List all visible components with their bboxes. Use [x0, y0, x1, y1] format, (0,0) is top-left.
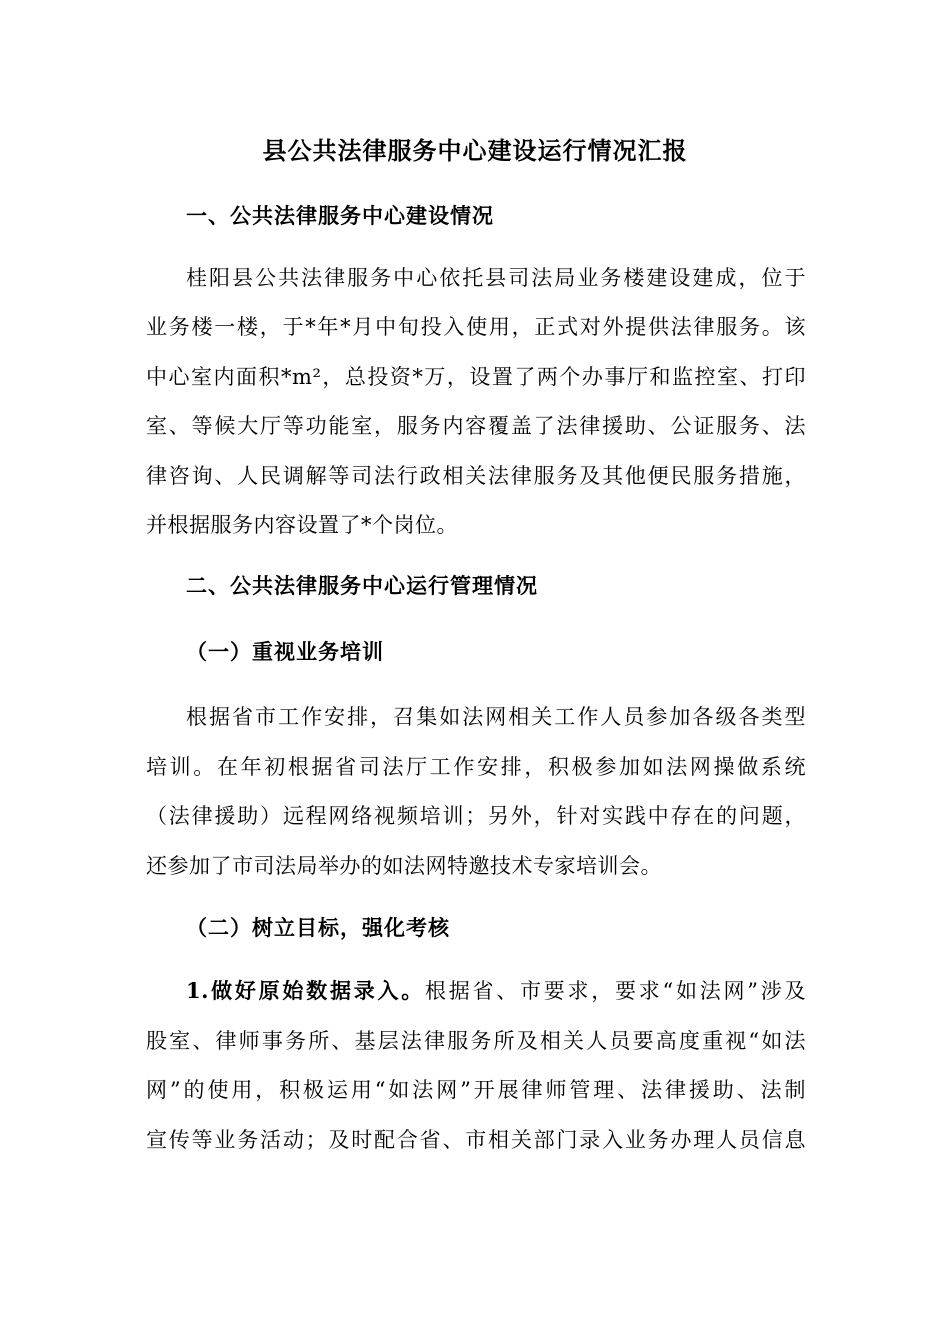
item-text: 根据省、市要求，要求“如法网”涉及 — [424, 979, 806, 1003]
paragraph-line: 律咨询、人民调解等司法行政相关法律服务及其他便民服务措施， — [146, 464, 806, 488]
paragraph-line: 中心室内面积*m²，总投资*万，设置了两个办事厅和监控室、打印 — [146, 365, 806, 389]
document-title: 县公共法律服务中心建设运行情况汇报 — [262, 136, 688, 165]
section-heading-2: 二、公共法律服务中心运行管理情况 — [186, 573, 538, 598]
paragraph-line: （法律援助）远程网络视频培训；另外，针对实践中存在的问题， — [146, 804, 806, 828]
paragraph-line: 培训。在年初根据省司法厅工作安排，积极参加如法网操做系统 — [146, 755, 806, 779]
subsection-heading-1: （一）重视业务培训 — [186, 639, 384, 664]
subsection-heading-2: （二）树立目标，强化考核 — [186, 915, 450, 940]
paragraph-line: 网”的使用，积极运用“如法网”开展律师管理、法律援助、法制 — [146, 1078, 806, 1102]
paragraph-line: 桂阳县公共法律服务中心依托县司法局业务楼建设建成，位于 — [186, 266, 806, 290]
paragraph-line: 宣传等业务活动；及时配合省、市相关部门录入业务办理人员信息 — [146, 1128, 806, 1152]
paragraph-line: 股室、律师事务所、基层法律服务所及相关人员要高度重视“如法 — [146, 1029, 806, 1053]
paragraph-line: 还参加了市司法局举办的如法网特邀技术专家培训会。 — [146, 854, 662, 878]
paragraph-line: 室、等候大厅等功能室，服务内容覆盖了法律援助、公证服务、法 — [146, 414, 806, 438]
paragraph-line: 业务楼一楼，于*年*月中旬投入使用，正式对外提供法律服务。该 — [146, 315, 806, 339]
item-lead: 1.做好原始数据录入。 — [186, 978, 425, 1003]
paragraph-line: 并根据服务内容设置了*个岗位。 — [146, 513, 458, 537]
paragraph-line — [186, 971, 806, 1011]
section-heading-1: 一、公共法律服务中心建设情况 — [186, 203, 494, 228]
paragraph-line: 根据省市工作安排，召集如法网相关工作人员参加各级各类型 — [186, 705, 806, 729]
